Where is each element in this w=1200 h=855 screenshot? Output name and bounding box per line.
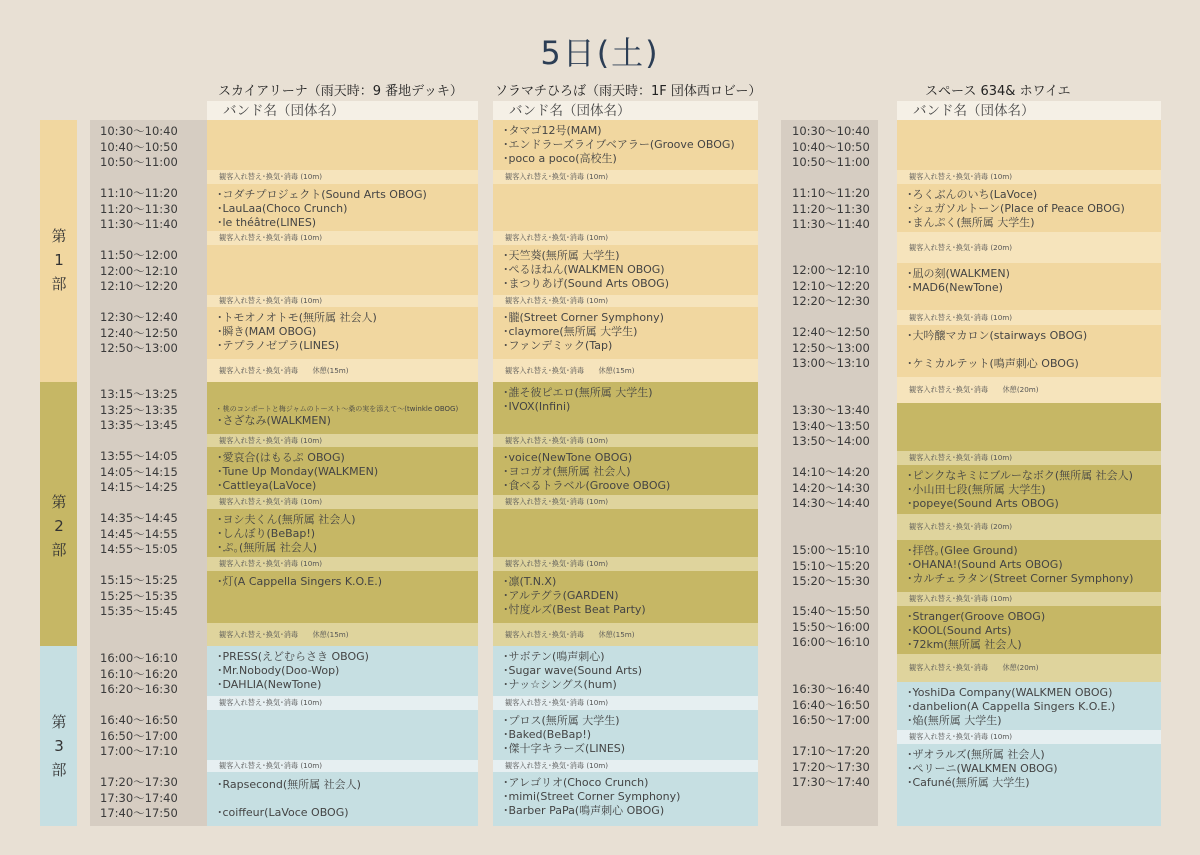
stage3-slot [897, 403, 1161, 451]
column-header-stage3: バンド名（団体名） [897, 101, 1161, 122]
time-label: 16:30～16:40 [792, 682, 870, 696]
band-entry: ･coiffeur(LaVoce OBOG) [217, 806, 349, 819]
time-label: 15:50～16:00 [792, 619, 870, 634]
time-label: 15:10～15:20 [792, 558, 870, 573]
time-label: 10:50～11:00 [100, 155, 178, 169]
band-entry: ･朧(Street Corner Symphony) [503, 311, 664, 324]
band-entry: ･Rapsecond(無所属 社会人) [217, 778, 361, 791]
band-entry: ･MAD6(NewTone) [907, 281, 1003, 295]
time-label: 13:00～13:10 [792, 356, 870, 370]
time-label: 14:30～14:40 [792, 496, 870, 510]
band-entry: ･食べるトラベル(Groove OBOG) [503, 479, 671, 493]
time-label: 15:25～15:35 [100, 588, 178, 603]
column-header-stage2: バンド名（団体名） [493, 101, 758, 122]
band-entry: ･DAHLIA(NewTone) [217, 678, 322, 692]
time-label: 17:20～17:30 [792, 759, 870, 774]
band-entry: ･瞬き(MAM OBOG) [217, 325, 317, 339]
time-label: 16:00～16:10 [100, 651, 178, 665]
part-1-label: 第1部 [51, 227, 67, 293]
stage2-slot [493, 184, 758, 231]
band-entry: ･小山田七段(無所属 大学生) [907, 483, 1046, 497]
time-label: 10:40～10:50 [100, 139, 178, 154]
band-entry: ･claymore(無所属 大学生) [503, 325, 638, 339]
time-label: 10:50～11:00 [792, 155, 870, 169]
band-entry: ･プロス(無所属 大学生) [503, 714, 620, 727]
break-note: 観客入れ替え･換気･消毒 (10m) [219, 233, 323, 242]
break-note: 観客入れ替え･換気･消毒 (10m) [909, 594, 1013, 603]
band-entry: ･タマゴ12号(MAM) [503, 124, 602, 137]
break-note: 観客入れ替え･換気･消毒 (10m) [219, 761, 323, 770]
time-label: 15:35～15:45 [100, 604, 178, 618]
time-label: 12:10～12:20 [100, 279, 178, 293]
break-note: 観客入れ替え･換気･消毒 (10m) [505, 698, 609, 707]
band-entry: ･アレゴリオ(Choco Crunch) [503, 776, 649, 789]
break-note: 観客入れ替え･換気･消毒 (10m) [219, 497, 323, 506]
band-entry: ･YoshiDa Company(WALKMEN OBOG) [907, 686, 1113, 699]
band-entry: ･しんぼり(BeBap!) [217, 527, 316, 541]
band-entry: ･大吟醸マカロン(stairways OBOG) [907, 329, 1088, 342]
band-entry: ･voice(NewTone OBOG) [503, 451, 633, 464]
time-label: 14:55～15:05 [100, 542, 178, 556]
break-note: 観客入れ替え･換気･消毒 休憩(15m) [219, 629, 349, 639]
band-entry: ･Stranger(Groove OBOG) [907, 610, 1046, 623]
band-entry: ･Tune Up Monday(WALKMEN) [217, 465, 379, 479]
band-entry: ･凛(T.N.X) [503, 575, 557, 588]
break-note: 観客入れ替え･換気･消毒 休憩(20m) [909, 663, 1039, 672]
break-note: 観客入れ替え･換気･消毒 (10m) [219, 296, 323, 305]
band-entry: ･カルチェラタン(Street Corner Symphony) [907, 572, 1134, 586]
band-entry: ･サボテン(鳴声刺心) [503, 650, 605, 663]
break-note: 観客入れ替え･換気･消毒 (10m) [219, 559, 323, 568]
break-note: 観客入れ替え･換気･消毒 (10m) [505, 761, 609, 770]
band-entry: ･まつりあげ(Sound Arts OBOG) [503, 277, 669, 291]
time-label: 13:55～14:05 [100, 449, 178, 463]
page-title: 5日(土) [540, 34, 660, 72]
time-label: 14:35～14:45 [100, 511, 178, 525]
time-label: 13:15～13:25 [100, 387, 178, 401]
time-label: 11:30～11:40 [792, 217, 870, 231]
time-label: 12:40～12:50 [792, 325, 870, 339]
time-label: 16:10～16:20 [100, 666, 178, 681]
break-note: 観客入れ替え･換気･消毒 (10m) [505, 233, 609, 242]
part-2-label-cell [40, 382, 77, 646]
time-label: 16:50～17:00 [100, 728, 178, 743]
band-entry: ･ぺリーニ(WALKMEN OBOG) [907, 762, 1058, 776]
time-label: 16:00～16:10 [792, 635, 870, 649]
band-entry: ･LauLaa(Choco Crunch) [217, 202, 348, 216]
time-label: 15:40～15:50 [792, 604, 870, 618]
time-label: 16:40～16:50 [100, 713, 178, 727]
break-note: 観客入れ替え･換気･消毒 (10m) [909, 453, 1013, 462]
time-label: 16:20～16:30 [100, 682, 178, 696]
time-label: 11:50～12:00 [100, 248, 178, 262]
time-label: 10:40～10:50 [792, 139, 870, 154]
band-entry: ･アルテグラ(GARDEN) [503, 589, 619, 603]
part-3-label: 第3部 [51, 713, 67, 779]
time-label: 14:20～14:30 [792, 480, 870, 495]
band-entry: ･さざなみ(WALKMEN) [217, 414, 331, 427]
band-entry: ･danbelion(A Cappella Singers K.O.E.) [907, 700, 1116, 714]
band-entry: ･Baked(BeBap!) [503, 728, 592, 742]
band-entry: ･ヨシ夫くん(無所属 社会人) [217, 513, 356, 526]
time-label: 16:50～17:00 [792, 713, 870, 727]
time-label: 15:20～15:30 [792, 574, 870, 588]
band-entry: ･誰そ彼ピエロ(無所属 大学生) [503, 386, 653, 399]
break-note: 観客入れ替え･換気･消毒 (10m) [505, 497, 609, 506]
time-label: 17:30～17:40 [100, 790, 178, 805]
time-label: 12:00～12:10 [792, 263, 870, 277]
time-label: 10:30～10:40 [792, 124, 870, 138]
band-entry: ･コダチプロジェクト(Sound Arts OBOG) [217, 188, 427, 201]
time-label: 11:30～11:40 [100, 217, 178, 231]
break-note: 観客入れ替え･換気･消毒 (10m) [219, 172, 323, 181]
time-label: 12:00～12:10 [100, 263, 178, 278]
band-entry: ･ケミカルテット(鳴声刺心 OBOG) [907, 357, 1079, 370]
band-entry: ･Mr.Nobody(Doo-Wop) [217, 664, 340, 678]
band-entry: ･灯(A Cappella Singers K.O.E.) [217, 575, 382, 588]
break-note: 観客入れ替え･換気･消毒 (10m) [505, 172, 609, 181]
part-3-label-cell [40, 646, 77, 826]
time-label: 15:00～15:10 [792, 543, 870, 557]
band-entry: ･エンドラーズライブベアラー(Groove OBOG) [503, 138, 735, 152]
stage2-slot [493, 509, 758, 557]
stage1-slot [207, 710, 478, 760]
band-entry: ･KOOL(Sound Arts) [907, 624, 1012, 638]
band-entry: ･拝啓｡(Glee Ground) [907, 544, 1018, 557]
time-label: 14:45～14:55 [100, 526, 178, 541]
stage1-slot [207, 120, 478, 170]
band-entry: ･ろくぶんのいち(LaVoce) [907, 188, 1038, 201]
band-entry: ･ぺるほねん(WALKMEN OBOG) [503, 263, 665, 277]
band-entry: ･Sugar wave(Sound Arts) [503, 664, 643, 678]
time-label: 12:50～13:00 [792, 340, 870, 355]
break-note: 観客入れ替え･換気･消毒 (10m) [909, 172, 1013, 181]
part-2-label: 第2部 [51, 493, 67, 559]
time-label: 17:00～17:10 [100, 744, 178, 758]
time-label: 12:30～12:40 [100, 310, 178, 324]
time-label: 12:10～12:20 [792, 278, 870, 293]
time-label: 12:40～12:50 [100, 325, 178, 340]
time-label: 15:15～15:25 [100, 573, 178, 587]
band-entry: ･ぷ｡(無所属 社会人) [217, 541, 318, 555]
band-entry: ･愛哀合(はもるぷ OBOG) [217, 451, 345, 464]
band-entry: ･シュガソルトーン(Place of Peace OBOG) [907, 202, 1125, 216]
band-entry: ･72km(無所属 社会人) [907, 638, 1022, 652]
time-label: 12:50～13:00 [100, 341, 178, 355]
time-label: 16:40～16:50 [792, 697, 870, 712]
time-label: 17:30～17:40 [792, 775, 870, 789]
time-label: 13:50～14:00 [792, 434, 870, 448]
band-entry: ･PRESS(えどむらさき OBOG) [217, 650, 369, 663]
break-note: 観客入れ替え･換気･消毒 休憩(15m) [219, 365, 349, 375]
venue-space-634: スペース 634& ホワイエ [925, 84, 1071, 99]
band-entry: ･Cafuné(無所属 大学生) [907, 776, 1030, 790]
stage1-slot [207, 245, 478, 295]
time-label: 11:20～11:30 [792, 201, 870, 216]
band-entry: ･ヨコガオ(無所属 社会人) [503, 465, 631, 479]
time-label: 17:40～17:50 [100, 806, 178, 820]
time-label: 12:20～12:30 [792, 294, 870, 308]
band-entry: ･テプラノゼプラ(LINES) [217, 339, 340, 353]
band-entry: ･焔(無所属 大学生) [907, 714, 1002, 728]
band-entry: ･popeye(Sound Arts OBOG) [907, 497, 1059, 511]
band-entry: ･トモオノオトモ(無所属 社会人) [217, 311, 377, 324]
band-entry: ･凪の刻(WALKMEN) [907, 267, 1010, 280]
band-entry: ･Cattleya(LaVoce) [217, 479, 317, 493]
time-label: 11:20～11:30 [100, 201, 178, 216]
venue-sky-arena: スカイアリーナ（雨天時：9 番地デッキ） [218, 84, 463, 99]
time-label: 14:10～14:20 [792, 465, 870, 479]
break-note: 観客入れ替え･換気･消毒 (10m) [219, 435, 323, 445]
band-entry: ･まんぷく(無所属 大学生) [907, 216, 1035, 230]
break-note: 観客入れ替え･換気･消毒 (20m) [909, 522, 1013, 531]
band-entry: ･le théâtre(LINES) [217, 216, 317, 230]
time-label: 11:10～11:20 [792, 186, 870, 200]
break-note: 観客入れ替え･換気･消毒 (10m) [909, 732, 1013, 741]
break-note: 観客入れ替え･換気･消毒 休憩(20m) [909, 385, 1039, 394]
band-entry: ･poco a poco(高校生) [503, 152, 617, 166]
time-label: 14:15～14:25 [100, 480, 178, 494]
band-entry: ･ナッ☆シングス(hum) [503, 678, 617, 692]
break-note: 観客入れ替え･換気･消毒 (10m) [505, 435, 609, 445]
band-entry: ･OHANA!(Sound Arts OBOG) [907, 558, 1063, 572]
column-header-stage1: バンド名（団体名） [207, 101, 478, 122]
break-note: 観客入れ替え･換気･消毒 (10m) [505, 296, 609, 305]
time-label: 13:25～13:35 [100, 402, 178, 417]
venue-soramachi-hiroba: ソラマチひろば（雨天時：1F 団体西ロビー） [495, 84, 762, 99]
time-label: 10:30～10:40 [100, 124, 178, 138]
time-label: 13:40～13:50 [792, 418, 870, 433]
band-entry: ･天竺葵(無所属 大学生) [503, 249, 620, 262]
band-entry: ･Barber PaPa(鳴声刺心 OBOG) [503, 804, 665, 818]
part-1-label-cell [40, 120, 77, 382]
band-entry: ･mimi(Street Corner Symphony) [503, 790, 681, 804]
break-note: 観客入れ替え･換気･消毒 (10m) [505, 559, 609, 568]
band-entry: ･ピンクなキミにブルーなボク(無所属 社会人) [907, 469, 1133, 482]
time-label: 13:30～13:40 [792, 403, 870, 417]
break-note: 観客入れ替え･換気･消毒 (20m) [909, 242, 1013, 252]
time-label: 17:20～17:30 [100, 775, 178, 789]
stage3-slot [897, 120, 1161, 170]
time-label: 11:10～11:20 [100, 186, 178, 200]
time-label: 13:35～13:45 [100, 418, 178, 432]
band-entry: ･ファンデミック(Tap) [503, 339, 613, 353]
band-entry: ･IVOX(Infini) [503, 400, 571, 414]
break-note: 観客入れ替え･換気･消毒 (10m) [909, 312, 1013, 322]
time-label: 14:05～14:15 [100, 464, 178, 479]
band-entry: ･傑十字キラーズ(LINES) [503, 742, 626, 756]
break-note: 観客入れ替え･換気･消毒 (10m) [219, 698, 323, 707]
time-label: 17:10～17:20 [792, 744, 870, 758]
band-entry: ･ 桃のコンポートと梅ジャムのトースト～桑の実を添えて～(twinkle OBOG) [217, 405, 459, 413]
band-entry: ･ザオラルズ(無所属 社会人) [907, 748, 1045, 761]
band-entry: ･忖度ルズ(Best Beat Party) [503, 603, 646, 617]
break-note: 観客入れ替え･換気･消毒 休憩(15m) [505, 629, 635, 639]
break-note: 観客入れ替え･換気･消毒 休憩(15m) [505, 365, 635, 375]
